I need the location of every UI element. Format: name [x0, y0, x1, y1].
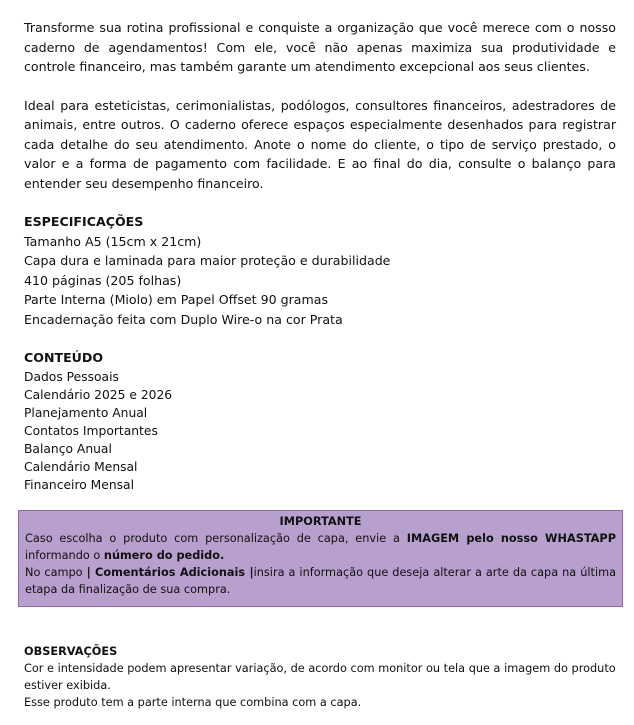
- spec-item: 410 páginas (205 folhas): [24, 272, 182, 288]
- important-emphasis: número do pedido.: [103, 549, 225, 562]
- specs-heading: ESPECIFICAÇÕES: [24, 214, 144, 229]
- important-title: IMPORTANTE: [279, 515, 362, 528]
- observation-text: Esse produto tem a parte interna que combina com a capa.: [24, 696, 362, 709]
- spacer: [24, 329, 616, 348]
- spacer: [24, 77, 616, 96]
- content-item: Planejamento Anual: [24, 405, 148, 420]
- product-description: [24, 18, 616, 494]
- content-item: Contatos Importantes: [24, 423, 158, 438]
- content-heading: CONTEÚDO: [24, 350, 104, 365]
- important-emphasis: IMAGEM pelo nosso WHASTAPP: [406, 532, 616, 545]
- important-text: insira a informação que deseja alterar a arte da capa na última etapa da finalização de sua compra.: [25, 566, 617, 596]
- intro-paragraph-2: Ideal para esteticistas, cerimonialistas, podólogos, consultores financeiros, adestradores de animais, entre outros. O caderno oferece espaços especialmente desenhados para registrar cada detalhe do seu atendimento. Anote o nome do cliente, o tipo de serviço prestado, o valor e a forma de pagamento com facilidade. E ao final do dia, consulte o balanço para entender seu desempenho financeiro.: [24, 97, 616, 191]
- spec-item: Encadernação feita com Duplo Wire-o na cor Prata: [24, 311, 343, 327]
- content-item: Calendário 2025 e 2026: [24, 387, 173, 402]
- spec-item: Tamanho A5 (15cm x 21cm): [24, 233, 202, 249]
- content-item: Financeiro Mensal: [24, 477, 135, 492]
- important-text: Caso escolha o produto com personalização de capa, envie a: [25, 532, 407, 545]
- important-text: No campo: [25, 566, 87, 579]
- content-item: Dados Pessoais: [24, 369, 119, 384]
- important-notice-box: [18, 510, 623, 607]
- important-paragraph-2: [25, 564, 616, 598]
- observation-text: Cor e intensidade podem apresentar variação, de acordo com monitor ou tela que a imagem do produto estiver exibida.: [24, 662, 616, 692]
- important-paragraph-1: [25, 530, 616, 564]
- content-item: Balanço Anual: [24, 441, 112, 456]
- important-emphasis: | Comentários Adicionais |: [86, 566, 254, 579]
- intro-paragraph-1: Transforme sua rotina profissional e conquiste a organização que você merece com o nosso caderno de agendamentos! Com ele, você não apenas maximiza sua produtividade e controle financeiro, mas também garante um atendimento excepcional aos seus clientes.: [24, 20, 616, 74]
- observations-heading: OBSERVAÇÕES: [24, 645, 118, 658]
- observations-section: [24, 643, 616, 711]
- spacer: [24, 193, 616, 212]
- content-item: Calendário Mensal: [24, 459, 138, 474]
- important-text: informando o: [25, 549, 104, 562]
- spec-item: Capa dura e laminada para maior proteção e durabilidade: [24, 253, 391, 268]
- spec-item: Parte Interna (Miolo) em Papel Offset 90 gramas: [24, 292, 329, 307]
